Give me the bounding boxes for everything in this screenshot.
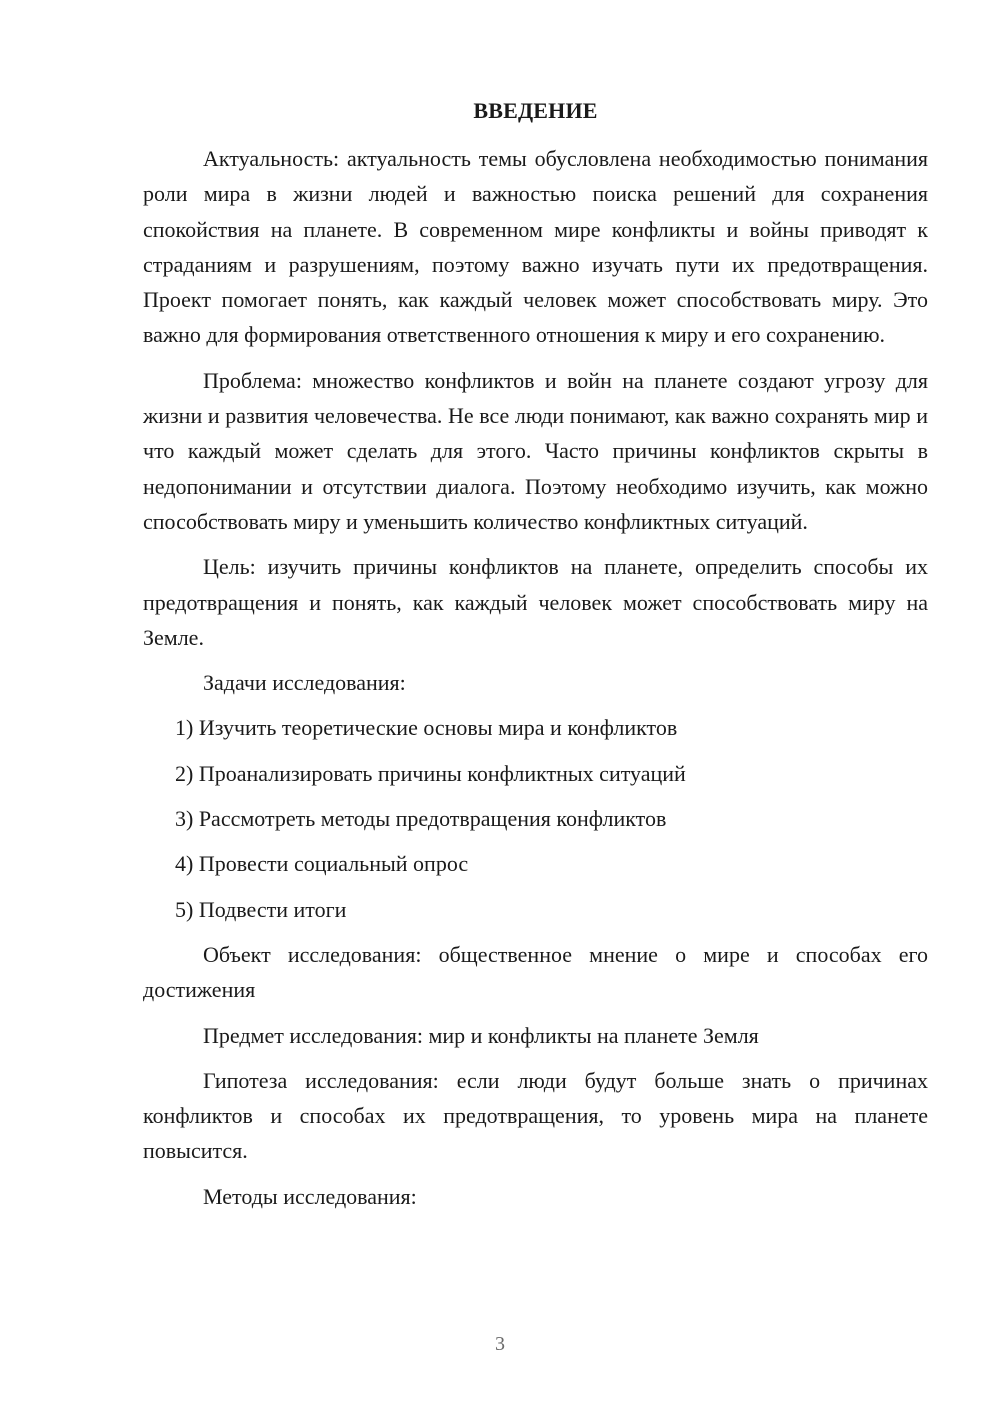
methods-heading: Методы исследования:	[203, 1183, 417, 1209]
goal-paragraph: Цель: изучить причины конфликтов на планете, определить способы их предотвращения и понять, как каждый человек может способствовать миру на Земле.	[143, 554, 928, 650]
hypothesis-paragraph: Гипотеза исследования: если люди будут больше знать о причинах конфликтов и способах их предотвращения, то уровень мира на планете повысится.	[143, 1067, 928, 1164]
list-item: 1) Изучить теоретические основы мира и конфликтов	[175, 715, 678, 741]
subject-paragraph: Предмет исследования: мир и конфликты на планете Земля	[203, 1022, 759, 1048]
relevance-paragraph: Актуальность: актуальность темы обусловлена необходимостью понимания роли мира в жизни людей и важностью поиска решений для сохранения спокойствия на планете. В современном мире конфликты и войны приводят к страданиям и разрушениям, поэтому важно изучать пути их предотвращения. Проект помогает понять, как каждый человек может способствовать миру. Это важно для формирования ответственного отношения к миру и его сохранению.	[143, 146, 928, 348]
page-number: 3	[495, 1333, 505, 1355]
tasks-list	[143, 710, 928, 926]
list-item: 4) Провести социальный опрос	[175, 851, 469, 877]
list-item: 5) Подвести итоги	[175, 896, 347, 922]
section-title: ВВЕДЕНИЕ	[473, 98, 598, 123]
tasks-heading: Задачи исследования:	[203, 670, 406, 696]
problem-paragraph: Проблема: множество конфликтов и войн на планете создают угрозу для жизни и развития человечества. Не все люди понимают, как важно сохранять мир и что каждый может сделать для этого. Часто причины конфликтов скрыты в недопонимании и отсутствии диалога. Поэтому необходимо изучить, как можно способствовать миру и уменьшить количество конфликтных ситуаций.	[143, 367, 928, 534]
list-item: 2) Проанализировать причины конфликтных ситуаций	[175, 760, 686, 786]
list-item: 3) Рассмотреть методы предотвращения конфликтов	[175, 806, 667, 832]
object-paragraph: Объект исследования: общественное мнение о мире и способах его достижения	[143, 941, 928, 1003]
document-body	[143, 141, 928, 1214]
